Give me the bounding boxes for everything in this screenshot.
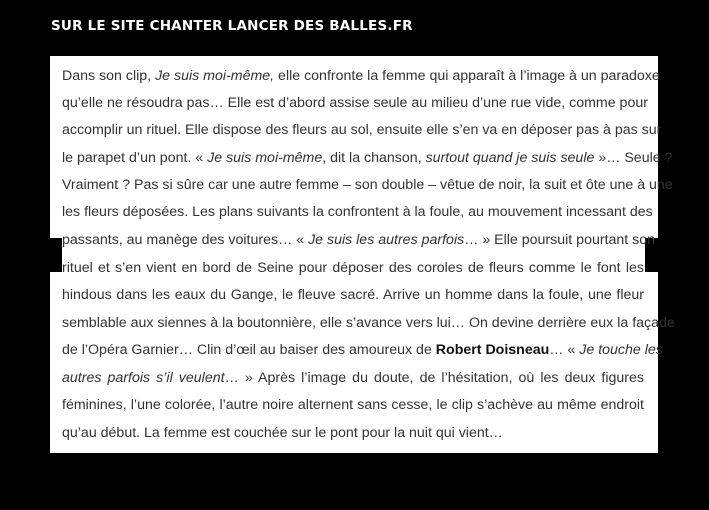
article-line <box>62 63 660 90</box>
text-run: accomplir un rituel. Elle dispose des fleurs au sol, ensuite elle s’en va en déposer pas à pas sur <box>62 122 662 138</box>
text-run: semblable aux siennes à la boutonnière, elle s’avance vers lui… On devine derrière eux la façade <box>62 315 675 331</box>
text-run: hindous dans les eaux du Gange, le fleuve sacré. Arrive un homme dans la foule, une fleur <box>62 287 644 303</box>
panel-notch-left <box>50 238 62 272</box>
italic-quote: Je suis moi-même <box>207 150 323 166</box>
text-run: elle confronte la femme qui apparaît à l’image à un paradoxe <box>274 68 660 84</box>
text-run: … » Après l’image du doute, de l’hésitation, où les deux figures <box>224 370 644 386</box>
article-line <box>62 90 648 117</box>
italic-quote: surtout quand je suis seule <box>425 150 595 166</box>
article-line <box>62 117 662 144</box>
text-run: de l’Opéra Garnier… Clin d’œil au baiser des amoureux de <box>62 342 436 358</box>
article-line <box>62 310 675 337</box>
text-run: féminines, l’une colorée, l’autre noire alternent sans cesse, le clip s’achève au même endroit <box>62 397 644 413</box>
article-line <box>62 420 644 447</box>
article-line <box>62 145 673 172</box>
text-run: qu’elle ne résoudra pas… Elle est d’abord assise seule au milieu d’une rue vide, comme pour <box>62 95 648 111</box>
text-run: Dans son clip, <box>62 68 156 84</box>
text-run: le parapet d’un pont. « <box>62 150 208 166</box>
article-line <box>62 199 653 226</box>
italic-quote: Je suis les autres parfois <box>308 232 465 248</box>
text-run: … » Elle poursuit pourtant son <box>464 232 656 248</box>
article-line <box>62 365 644 392</box>
article-line <box>62 282 644 309</box>
italic-quote: Je touche les <box>579 342 663 358</box>
text-run: les fleurs déposées. Les plans suivants la confrontent à la foule, au mouvement incessant des <box>62 204 653 220</box>
italic-quote: Je suis moi-même, <box>155 68 275 84</box>
article-line <box>62 227 656 254</box>
italic-quote: autres parfois s’il veulent <box>62 370 225 386</box>
article-line <box>62 255 644 282</box>
article-line <box>62 337 663 364</box>
text-run: , dit la chanson, <box>322 150 426 166</box>
bold-name: Robert Doisneau <box>435 342 550 358</box>
site-header-title: SUR LE SITE CHANTER LANCER DES BALLES.FR <box>51 18 413 34</box>
article-line <box>62 172 673 199</box>
text-run: qu’au début. La femme est couchée sur le pont pour la nuit qui vient… <box>62 425 503 441</box>
text-run: Vraiment ? Pas si sûre car une autre femme – son double – vêtue de noir, la suit et ôte une à une <box>62 177 673 193</box>
article-line <box>62 392 644 419</box>
text-run: »… Seule ? <box>594 150 673 166</box>
text-run: passants, au manège des voitures… « <box>62 232 309 248</box>
text-run: … « <box>549 342 580 358</box>
text-run: rituel et s’en vient en bord de Seine pour déposer des coroles de fleurs comme le font les <box>62 260 644 276</box>
